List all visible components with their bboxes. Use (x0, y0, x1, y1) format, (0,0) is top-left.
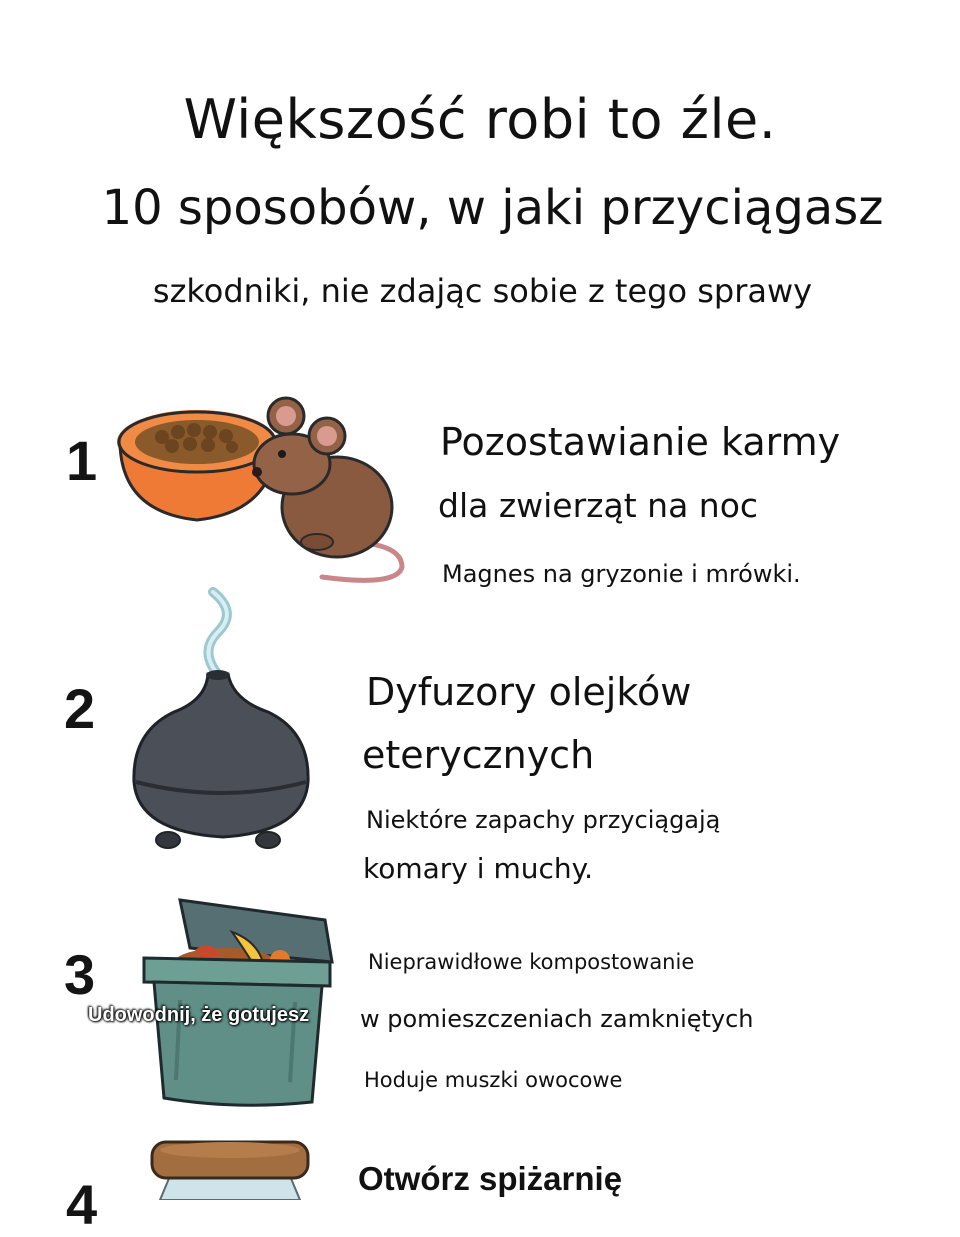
item-2-title-line1: Dyfuzory olejków (366, 670, 692, 714)
subheadline: 10 sposobów, w jaki przyciągasz (101, 180, 884, 236)
jar-icon (140, 1136, 320, 1200)
item-3-title-line1: Nieprawidłowe kompostowanie (368, 950, 695, 974)
item-1-title-line2: dla zwierząt na noc (438, 486, 759, 525)
item-2-number: 2 (64, 677, 96, 740)
compost-bin-icon (140, 890, 336, 1114)
item-1-number: 1 (66, 429, 98, 492)
item-2-title-line2: eterycznych (362, 733, 595, 777)
item-3-title-line2: w pomieszczeniach zamkniętych (360, 1005, 754, 1033)
item-2-description-line2: komary i muchy. (363, 852, 594, 885)
video-caption-overlay: Udowodnij, że gotujesz (88, 1004, 310, 1026)
item-1-description: Magnes na gryzonie i mrówki. (442, 560, 801, 588)
item-4-title-partial: Otwórz spiżarnię (358, 1160, 623, 1197)
item-3-description: Hoduje muszki owocowe (364, 1068, 623, 1092)
oil-diffuser-icon (128, 582, 318, 854)
item-1-title-line1: Pozostawianie karmy (440, 420, 841, 464)
headline: Większość robi to źle. (183, 88, 777, 151)
item-2-description-line1: Niektóre zapachy przyciągają (366, 806, 721, 834)
pet-bowl-mouse-icon (112, 392, 412, 592)
item-4-number: 4 (66, 1173, 98, 1236)
item-3-number: 3 (64, 943, 96, 1006)
subheadline-tagline: szkodniki, nie zdając sobie z tego sprawy (152, 272, 813, 310)
